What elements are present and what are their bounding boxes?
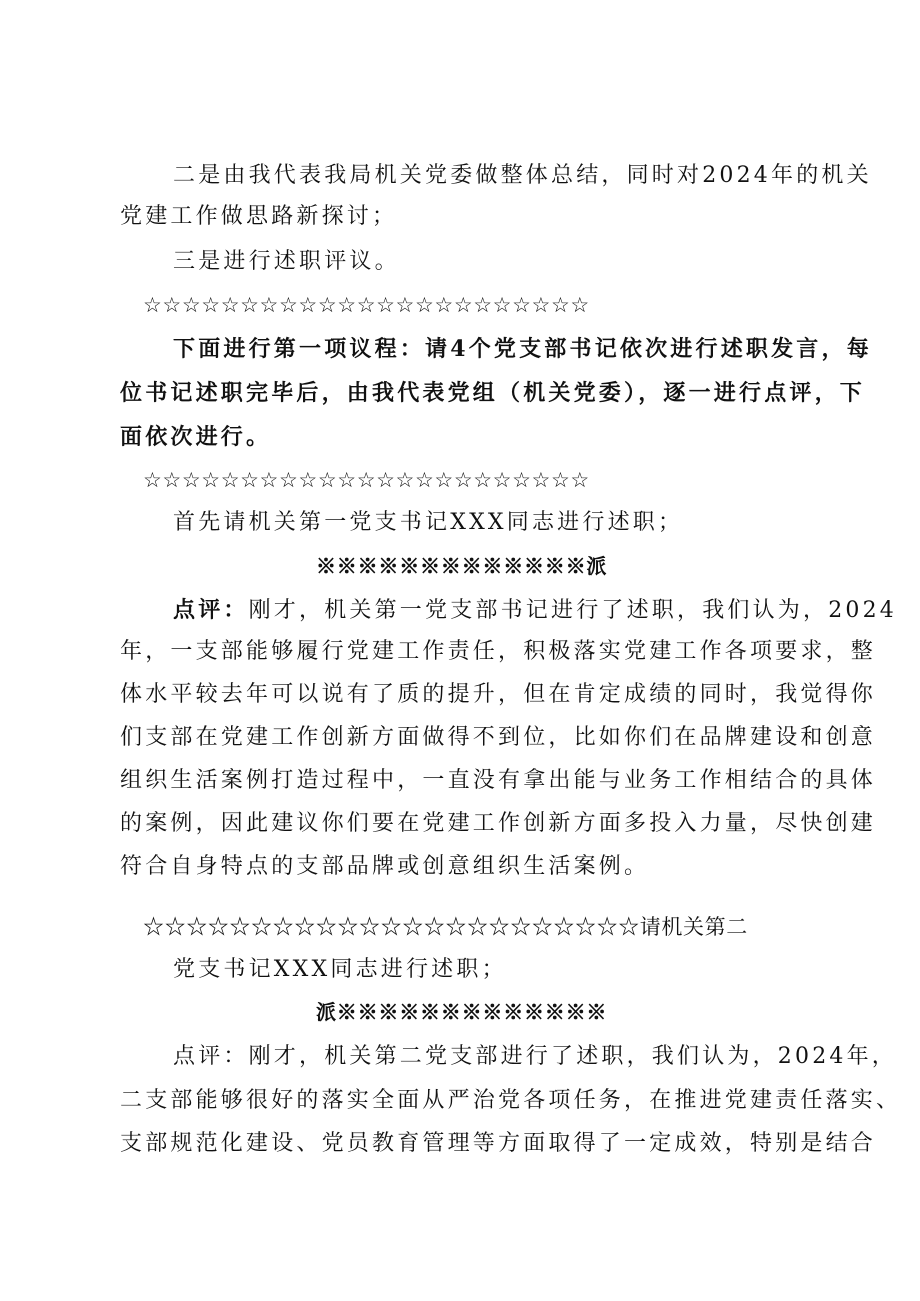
comment1-line1 <box>173 595 897 626</box>
agenda-line2: 位书记述职完毕后，由我代表党组（机关党委），逐一进行点评，下 <box>120 380 866 406</box>
comment1-line2: 年，一支部能够履行党建工作责任，积极落实党建工作各项要求，整 <box>120 639 877 664</box>
para2: 三是进行述职评议。 <box>173 249 400 274</box>
star-divider-3: ☆☆☆☆☆☆☆☆☆☆☆☆☆☆☆☆☆☆☆☆☆☆☆请机关第二 <box>143 915 748 939</box>
agenda-line3: 面依次进行。 <box>120 424 272 450</box>
comment1-line3: 体水平较去年可以说有了质的提升，但在肯定成绩的同时，我觉得你 <box>120 682 877 707</box>
comment1-line5: 组织生活案例打造过程中，一直没有拿出能与业务工作相结合的具体 <box>120 768 877 793</box>
first-call: 首先请机关第一党支书记XXX同志进行述职； <box>173 510 684 535</box>
agenda-line1: 下面进行第一项议程：请4个党支部书记依次进行述职发言，每 <box>173 336 872 362</box>
comment2-line2: 二支部能够很好的落实全面从严治党各项任务，在推进党建责任落实、 <box>120 1088 902 1113</box>
para1-line1: 二是由我代表我局机关党委做整体总结，同时对2024年的机关 <box>173 163 872 188</box>
comment1-text1: 刚才，机关第一党支部书记进行了述职，我们认为，2024 <box>248 598 897 623</box>
comment1-line4: 们支部在党建工作创新方面做得不到位，比如你们在品牌建设和创意 <box>120 725 877 750</box>
mark-divider-2: 派※※※※※※※※※※※※※ <box>316 1000 608 1024</box>
comment1-line6: 的案例，因此建议你们要在党建工作创新方面多投入力量，尽快创建 <box>120 811 877 836</box>
star-divider-2: ☆☆☆☆☆☆☆☆☆☆☆☆☆☆☆☆☆☆☆☆☆☆☆ <box>143 468 590 492</box>
comment1-line7: 符合自身特点的支部品牌或创意组织生活案例。 <box>120 854 650 879</box>
star-divider-1: ☆☆☆☆☆☆☆☆☆☆☆☆☆☆☆☆☆☆☆☆☆☆☆ <box>143 293 590 317</box>
para1-line2: 党建工作做思路新探讨； <box>120 204 398 229</box>
mark-divider-1: ※※※※※※※※※※※※※派 <box>316 554 608 578</box>
comment2-line1: 点评：刚才，机关第二党支部进行了述职，我们认为，2024年， <box>173 1044 897 1069</box>
comment1-label: 点评： <box>173 597 249 623</box>
comment2-line3: 支部规范化建设、党员教育管理等方面取得了一定成效，特别是结合 <box>120 1131 877 1156</box>
second-call: 党支书记XXX同志进行述职； <box>173 957 507 982</box>
